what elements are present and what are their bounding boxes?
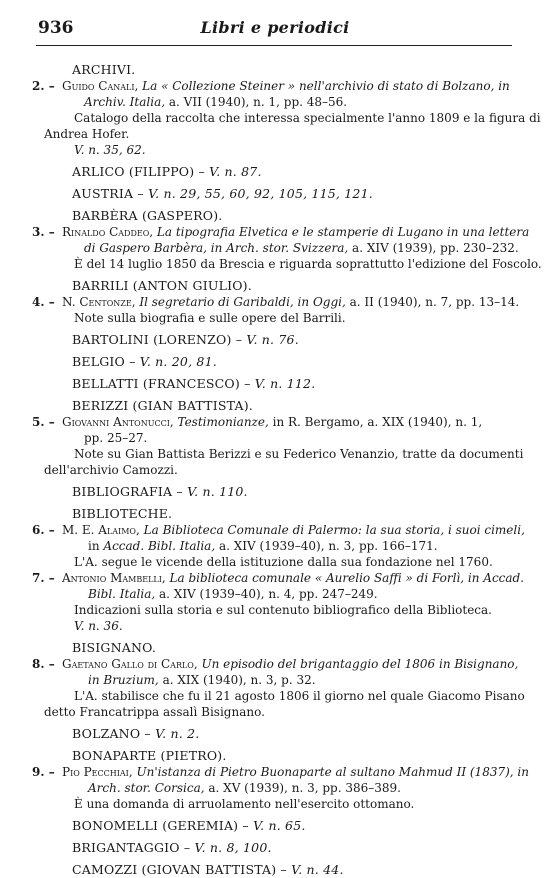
entry-citation: a. XIV (1939), pp. 230–232. (352, 241, 519, 255)
heading-austria: AUSTRIA – V. n. 29, 55, 60, 92, 105, 115, 121. (72, 186, 373, 201)
entry-note: È del 14 luglio 1850 da Brescia e riguarda soprattutto l'edizione del Foscolo. (74, 257, 542, 271)
entry-author: Pio Pecchiai (62, 765, 129, 779)
heading-bibliografia: BIBLIOGRAFIA – V. n. 110. (72, 484, 248, 499)
page-header (38, 18, 512, 42)
running-head: Libri e periodici (200, 18, 350, 37)
entry-8: 8. – Gaetano Gallo di Carlo, Un episodio del brigantaggio del 1806 in Bisignano, in Bruzium, a. XIX (1940), n. 3, p. 32. L'A. stabilisce che fu il 21 agosto 1806 il giorno nel quale Giacomo Pisano detto Francatrippa assalì Bisignano. (32, 657, 525, 719)
heading-berizzi: BERIZZI (GIAN BATTISTA). (72, 398, 253, 413)
entry-author: Giovanni Antonucci (62, 415, 170, 429)
crossref: V. n. 29, 55, 60, 92, 105, 115, 121. (148, 186, 373, 201)
entry-author: M. E. Alaimo (62, 523, 136, 537)
entry-crossref: V. n. 35, 62. (74, 143, 146, 157)
entry-7: 7. – Antonio Mambelli, La biblioteca comunale « Aurelio Saffi » di Forlì, in Accad. Bibl. Italia, a. XIV (1939–40), n. 4, pp. 247–249. Indicazioni sulla storia e sul contenuto bibliografico della Biblioteca. V. n. 36. (32, 571, 525, 633)
entry-journal: Bibl. Italia, (88, 587, 156, 601)
entry-number: 8. – (32, 657, 55, 671)
entry-author: Rinaldo Caddeo (62, 225, 150, 239)
crossref: V. n. 112. (254, 376, 316, 391)
entry-note-cont: Andrea Hofer. (44, 127, 130, 141)
entry-author: Guido Canali (62, 79, 135, 93)
entry-author: Antonio Mambelli (62, 571, 162, 585)
heading-barrili: BARRILI (ANTON GIULIO). (72, 278, 252, 293)
entry-2: 2. – Guido Canali, La « Collezione Steiner » nell'archivio di stato di Bolzano, in Archiv. Italia, a. VII (1940), n. 1, pp. 48–56. Catalogo della raccolta che interessa specialmente l'anno 1809 e la figura di Andrea Hofer. V. n. 35, 62. (32, 79, 541, 157)
heading-belgio: BELGIO – V. n. 20, 81. (72, 354, 217, 369)
entry-number: 7. – (32, 571, 55, 585)
entry-note: Note su Gian Battista Berizzi e su Federico Venanzio, tratte da documenti (74, 447, 524, 461)
entry-journal: Accad. Bibl. Italia, (103, 539, 216, 553)
entry-title-cont: di Gaspero Barbèra, in Arch. stor. Svizzera, (84, 241, 349, 255)
crossref: V. n. 2. (155, 726, 200, 741)
heading-biblioteche: BIBLIOTECHE. (72, 506, 173, 521)
entry-note: Note sulla biografia e sulle opere del Barrili. (74, 311, 346, 325)
entry-5: 5. – Giovanni Antonucci, Testimonianze, in R. Bergamo, a. XIX (1940), n. 1, pp. 25–27. Note su Gian Battista Berizzi e su Federico Venanzio, tratte da documenti dell'archivio Camozzi. (32, 415, 524, 477)
entry-number: 4. – (32, 295, 55, 309)
heading-bellatti: BELLATTI (FRANCESCO) – V. n. 112. (72, 376, 316, 391)
heading-bisignano: BISIGNANO. (72, 640, 157, 655)
entry-note: Catalogo della raccolta che interessa specialmente l'anno 1809 e la figura di (74, 111, 541, 125)
heading-brigantaggio: BRIGANTAGGIO – V. n. 8, 100. (72, 840, 272, 855)
entry-title: Testimonianze, (177, 415, 269, 429)
entry-title: Un'istanza di Pietro Buonaparte al sultano Mahmud II (1837), in (136, 765, 529, 779)
crossref: V. n. 110. (187, 484, 248, 499)
crossref: V. n. 76. (246, 332, 299, 347)
entry-author: N. Centonze (62, 295, 132, 309)
crossref: V. n. 20, 81. (139, 354, 217, 369)
entry-number: 3. – (32, 225, 55, 239)
bibliography-listing (32, 62, 542, 878)
crossref: V. n. 65. (253, 818, 306, 833)
entry-citation-prefix: in (88, 539, 100, 553)
heading-bonaparte: BONAPARTE (PIETRO). (72, 748, 227, 763)
entry-citation: a. XIX (1940), n. 3, p. 32. (158, 673, 316, 687)
heading-archivi: ARCHIVI. (72, 62, 136, 77)
entry-note: È una domanda di arruolamento nell'esercito ottomano. (74, 797, 415, 811)
entry-citation: a. XIV (1939–40), n. 4, pp. 247–249. (155, 587, 378, 601)
entry-note: L'A. stabilisce che fu il 21 agosto 1806 il giorno nel quale Giacomo Pisano (74, 689, 525, 703)
entry-4: 4. – N. Centonze, Il segretario di Garibaldi, in Oggi, a. II (1940), n. 7, pp. 13–14. Note sulla biografia e sulle opere del Barrili. (32, 295, 520, 325)
entry-note-cont: dell'archivio Camozzi. (44, 463, 178, 477)
entry-citation: a. XIV (1939–40), n. 3, pp. 166–171. (215, 539, 438, 553)
entry-citation: in R. Bergamo, a. XIX (1940), n. 1, (272, 415, 483, 429)
heading-bonomelli: BONOMELLI (GEREMIA) – V. n. 65. (72, 818, 306, 833)
entry-title: Il segretario di Garibaldi, in Oggi, (139, 295, 346, 309)
entry-title: Un episodio del brigantaggio del 1806 in Bisignano, (201, 657, 519, 671)
entry-6: 6. – M. E. Alaimo, La Biblioteca Comunale di Palermo: la sua storia, i suoi cimeli, in Accad. Bibl. Italia, a. XIV (1939–40), n. 3, pp. 166–171. L'A. segue le vicende della istituzione dalla sua fondazione nel 1760. (32, 523, 525, 569)
crossref: V. n. 87. (209, 164, 262, 179)
entry-title-cont: Archiv. Italia, (84, 95, 166, 109)
heading-bolzano: BOLZANO – V. n. 2. (72, 726, 200, 741)
entry-note-cont: detto Francatrippa assalì Bisignano. (44, 705, 265, 719)
entry-title: La biblioteca comunale « Aurelio Saffi » di Forlì, in Accad. (169, 571, 525, 585)
entry-author: Gaetano Gallo di Carlo (62, 657, 194, 671)
entry-3: 3. – Rinaldo Caddeo, La tipografia Elvetica e le stamperie di Lugano in una lettera di Gaspero Barbèra, in Arch. stor. Svizzera, a. XIV (1939), pp. 230–232. È del 14 luglio 1850 da Brescia e riguarda soprattutto l'edizione del Foscolo. (32, 225, 542, 271)
heading-barbera: BARBÈRA (GASPERO). (72, 208, 223, 223)
entry-citation: a. VII (1940), n. 1, pp. 48–56. (168, 95, 348, 109)
entry-9: 9. – Pio Pecchiai, Un'istanza di Pietro Buonaparte al sultano Mahmud II (1837), in Arch. stor. Corsica, a. XV (1939), n. 3, pp. 386–389. È una domanda di arruolamento nell'esercito ottomano. (32, 765, 529, 811)
entry-title-cont: in Bruzium, (88, 673, 159, 687)
page-number: 936 (38, 18, 74, 38)
crossref: V. n. 8, 100. (194, 840, 272, 855)
heading-bartolini: BARTOLINI (LORENZO) – V. n. 76. (72, 332, 299, 347)
entry-note: L'A. segue le vicende della istituzione dalla sua fondazione nel 1760. (74, 555, 493, 569)
entry-journal: Arch. stor. Corsica, (88, 781, 205, 795)
header-rule (36, 45, 512, 46)
entry-number: 5. – (32, 415, 55, 429)
entry-citation: a. XV (1939), n. 3, pp. 386–389. (204, 781, 401, 795)
entry-citation: a. II (1940), n. 7, pp. 13–14. (349, 295, 520, 309)
entry-title: La « Collezione Steiner » nell'archivio di stato di Bolzano, in (142, 79, 510, 93)
entry-number: 6. – (32, 523, 55, 537)
crossref: V. n. 44. (291, 862, 344, 877)
entry-title: La tipografia Elvetica e le stamperie di Lugano in una lettera (156, 225, 530, 239)
entry-citation-cont: pp. 25–27. (84, 431, 148, 445)
entry-note: Indicazioni sulla storia e sul contenuto bibliografico della Biblioteca. (74, 603, 492, 617)
entry-crossref: V. n. 36. (74, 619, 123, 633)
entry-number: 9. – (32, 765, 55, 779)
heading-camozzi: CAMOZZI (GIOVAN BATTISTA) – V. n. 44. (72, 862, 344, 877)
entry-title: La Biblioteca Comunale di Palermo: la sua storia, i suoi cimeli, (143, 523, 525, 537)
heading-arlico: ARLICO (FILIPPO) – V. n. 87. (72, 164, 262, 179)
entry-number: 2. – (32, 79, 55, 93)
